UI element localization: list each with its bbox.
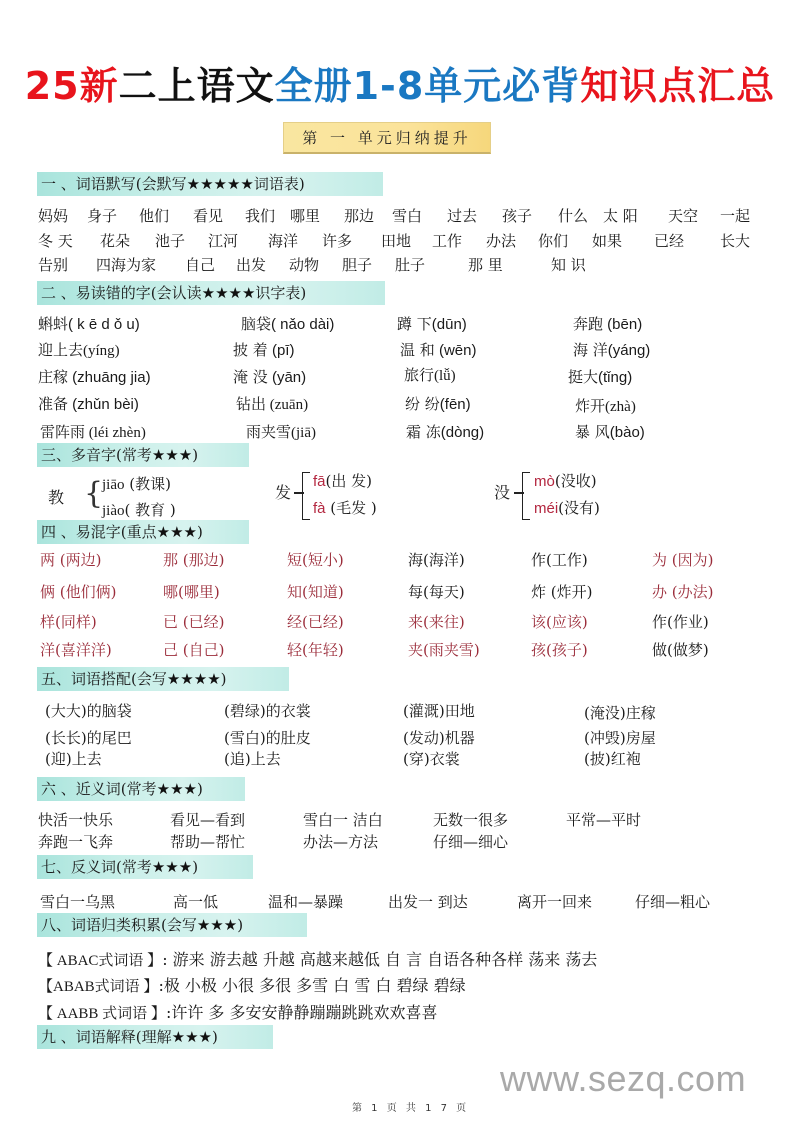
word: 哪里 [290, 207, 321, 225]
confusable-char: 哪(哪里) [163, 583, 220, 601]
section-8-heading [37, 913, 307, 937]
star-rating: ★★★ [156, 780, 197, 798]
word: 我们 [245, 207, 276, 225]
word: 身子 [87, 207, 118, 225]
word: 田地 [381, 232, 412, 250]
confusable-char: 炸 (炸开) [531, 583, 593, 601]
pinyin-item: 雨夹雪(jiā) [246, 423, 316, 441]
confusable-char: 已 (已经) [163, 613, 225, 631]
pinyin-item: 庄稼 (zhuāng jia) [38, 368, 151, 386]
confusable-char: 每(每天) [408, 583, 465, 601]
star-rating: ★★★★ [166, 670, 221, 688]
polyphone-char: 发 [275, 483, 292, 502]
reading: méi(没有) [534, 499, 600, 517]
collocation: (碧绿)的衣裳 [224, 702, 311, 720]
confusable-char: 轻(年轻) [287, 641, 344, 659]
heading-tail: ) [237, 916, 244, 934]
pinyin-item: 脑袋( nǎo dài) [241, 315, 335, 333]
pinyin-item: 准备 (zhǔn bèi) [38, 395, 139, 413]
section-3-heading [37, 443, 249, 467]
confusable-char: 办 (办法) [652, 583, 714, 601]
word: 海洋 [268, 232, 299, 250]
bracket-icon [522, 472, 530, 520]
collocation: (雪白)的肚皮 [224, 729, 311, 747]
word: 办法 [486, 232, 517, 250]
heading-tail: 识字表) [255, 284, 307, 302]
pinyin-item: 炸开(zhà) [575, 397, 636, 415]
word: 冬 天 [38, 232, 73, 250]
pattern-content: : 游来 游去越 升越 高越来越低 自 言 自语各种各样 荡来 荡去 [162, 950, 598, 969]
antonym-pair: 出发一 到达 [388, 893, 468, 911]
pinyin-item: 暴 风(bào) [575, 423, 645, 441]
confusable-char: 作(作业) [652, 613, 709, 631]
heading-text: 一 、词语默写(会默写 [41, 175, 187, 193]
antonym-pair: 高一低 [173, 893, 219, 911]
star-rating: ★★★ [171, 1028, 212, 1046]
word: 他们 [139, 207, 170, 225]
pinyin-item: 钻出 (zuān) [236, 395, 309, 413]
heading-text: 二 、易读错的字(会认读 [41, 284, 202, 302]
confusable-char: 己 (自己) [163, 641, 225, 659]
star-rating: ★★★★ [201, 284, 256, 302]
collocation: (迎)上去 [45, 750, 102, 768]
confusable-char: 俩 (他们俩) [40, 583, 117, 601]
word: 知 识 [551, 256, 586, 274]
antonym-pair: 雪白一乌黑 [40, 893, 116, 911]
confusable-char: 短(短小) [287, 551, 344, 569]
word: 那 里 [468, 256, 503, 274]
pattern-row [38, 950, 597, 971]
pinyin-item: 淹 没 (yān) [233, 368, 307, 386]
pinyin-item: 温 和 (wēn) [400, 341, 477, 359]
heading-text: 七、反义词(常考 [41, 858, 152, 876]
pattern-row [38, 976, 466, 997]
synonym-pair: 平常—平时 [566, 811, 642, 829]
bracket-icon [302, 472, 310, 520]
heading-text: 四 、易混字(重点 [41, 523, 157, 541]
section-4-heading [37, 520, 249, 544]
collocation: (披)红袍 [584, 750, 641, 768]
antonym-pair: 仔细—粗心 [635, 893, 711, 911]
star-rating: ★★★★★ [186, 175, 254, 193]
word: 太 阳 [603, 207, 638, 225]
pinyin-item: 蝌蚪( k ē d ǒ u) [38, 315, 140, 333]
synonym-pair: 无数一很多 [433, 811, 509, 829]
word: 出发 [236, 256, 267, 274]
word: 一起 [720, 207, 751, 225]
heading-tail: ) [192, 858, 199, 876]
synonym-pair: 快活一快乐 [38, 811, 114, 829]
heading-tail: ) [211, 1028, 218, 1046]
pinyin-item: 迎上去(yíng) [38, 341, 120, 359]
word: 肚子 [395, 256, 426, 274]
confusable-char: 两 (两边) [40, 551, 102, 569]
document-title [0, 55, 800, 110]
polyphone-char: 没 [494, 483, 511, 502]
reading: jiāo (教课) [102, 475, 171, 493]
word: 孩子 [502, 207, 533, 225]
pattern-content: :许许 多 多安安静静蹦蹦跳跳欢欢喜喜 [165, 1003, 438, 1022]
section-2-heading [37, 281, 385, 305]
polyphone-char: 教 [48, 488, 65, 507]
word: 长大 [720, 232, 751, 250]
antonym-pair: 离开一回来 [517, 893, 593, 911]
pattern-label: 【 ABAC式词语 】 [38, 953, 163, 969]
word: 池子 [155, 232, 186, 250]
word: 花朵 [100, 232, 131, 250]
pinyin-item: 蹲 下(dūn) [397, 315, 467, 333]
synonym-pair: 雪白一 洁白 [303, 811, 383, 829]
pattern-label: 【 AABB 式词语 】 [38, 1006, 166, 1022]
word: 雪白 [392, 207, 423, 225]
pinyin-item: 挺大(tǐng) [568, 368, 633, 386]
word: 你们 [538, 232, 569, 250]
word: 自己 [185, 256, 216, 274]
section-6-heading [37, 777, 245, 801]
word: 告别 [38, 256, 69, 274]
unit-banner: 第 一 单元归纳提升 [283, 122, 491, 154]
collocation: (穿)衣裳 [403, 750, 460, 768]
collocation: (发动)机器 [403, 729, 475, 747]
word: 天空 [668, 207, 699, 225]
curly-brace-icon: { [84, 476, 104, 511]
heading-text: 五、词语搭配(会写 [41, 670, 167, 688]
title-part-2: 二上语文 [118, 64, 275, 108]
confusable-char: 孩(孩子) [531, 641, 588, 659]
synonym-pair: 看见—看到 [170, 811, 246, 829]
star-rating: ★★★ [151, 858, 193, 876]
word: 四海为家 [96, 256, 157, 274]
heading-text: 六 、近义词(常考 [41, 780, 157, 798]
collocation: (冲毁)房屋 [584, 729, 656, 747]
heading-tail: ) [196, 780, 203, 798]
collocation: (大大)的脑袋 [45, 702, 132, 720]
word: 动物 [289, 256, 320, 274]
collocation: (灌溉)田地 [403, 702, 475, 720]
collocation: (长长)的尾巴 [45, 729, 132, 747]
confusable-char: 夹(雨夹雪) [408, 641, 480, 659]
section-9-heading [37, 1025, 273, 1049]
reading: fā(出 发) [313, 472, 372, 490]
confusable-char: 来(来往) [408, 613, 465, 631]
pinyin-item: 霜 冻(dòng) [406, 423, 485, 441]
reading: mò(没收) [534, 472, 597, 490]
confusable-char: 海(海洋) [408, 551, 465, 569]
word: 看见 [193, 207, 224, 225]
confusable-char: 知(知道) [287, 583, 344, 601]
heading-tail: ) [196, 523, 203, 541]
word: 什么 [558, 207, 589, 225]
star-rating: ★★★ [156, 523, 197, 541]
reading: fà (毛发 ) [313, 499, 377, 517]
word: 许多 [322, 232, 353, 250]
word: 妈妈 [38, 207, 69, 225]
confusable-char: 那 (那边) [163, 551, 225, 569]
word: 过去 [447, 207, 478, 225]
page-footer: 第 1 页 共 1 7 页 [352, 1103, 470, 1114]
confusable-char: 经(已经) [287, 613, 344, 631]
section-7-heading [37, 855, 253, 879]
confusable-char: 洋(喜洋洋) [40, 641, 112, 659]
heading-text: 八、词语归类积累(会写 [41, 916, 197, 934]
heading-tail: 词语表) [253, 175, 305, 193]
reading: jiào( 教育 ) [102, 501, 176, 519]
synonym-pair: 奔跑一飞奔 [38, 833, 114, 851]
word: 已经 [654, 232, 685, 250]
word: 胆子 [342, 256, 373, 274]
antonym-pair: 温和—暴躁 [268, 893, 344, 911]
synonym-pair: 办法—方法 [303, 833, 379, 851]
pinyin-item: 纷 纷(fēn) [405, 395, 471, 413]
section-5-heading [37, 667, 289, 691]
pinyin-item: 旅行(lǚ) [404, 366, 456, 384]
word: 工作 [432, 232, 463, 250]
confusable-char: 样(同样) [40, 613, 97, 631]
heading-tail: ) [220, 670, 227, 688]
confusable-char: 做(做梦) [652, 641, 709, 659]
confusable-char: 为 (因为) [652, 551, 714, 569]
collocation: (追)上去 [224, 750, 281, 768]
section-1-heading [37, 172, 383, 196]
heading-tail: ) [192, 446, 199, 464]
title-part-1: 25新 [24, 64, 119, 108]
pattern-content: :极 小极 小很 多很 多雪 白 雪 白 碧绿 碧绿 [158, 976, 466, 995]
confusable-char: 作(工作) [531, 551, 588, 569]
word: 如果 [592, 232, 623, 250]
word: 江河 [208, 232, 239, 250]
pattern-label: 【ABAB式词语 】 [38, 979, 159, 995]
word: 那边 [344, 207, 375, 225]
heading-text: 三、多音字(常考 [41, 446, 152, 464]
star-rating: ★★★ [151, 446, 193, 464]
heading-text: 九 、词语解释(理解 [41, 1028, 172, 1046]
synonym-pair: 帮助—帮忙 [170, 833, 246, 851]
pinyin-item: 海 洋(yáng) [573, 341, 651, 359]
title-part-4: 知识点汇总 [580, 64, 776, 108]
title-part-3: 全册1-8单元必背 [274, 64, 581, 108]
confusable-char: 该(应该) [531, 613, 588, 631]
pinyin-item: 披 着 (pī) [233, 341, 295, 359]
pattern-row [38, 1003, 438, 1024]
star-rating: ★★★ [196, 916, 238, 934]
pinyin-item: 雷阵雨 (léi zhèn) [40, 423, 146, 441]
pinyin-item: 奔跑 (bēn) [573, 315, 643, 333]
watermark: www.sezq.com [500, 1058, 747, 1099]
collocation: (淹没)庄稼 [584, 704, 656, 722]
synonym-pair: 仔细—细心 [433, 833, 509, 851]
